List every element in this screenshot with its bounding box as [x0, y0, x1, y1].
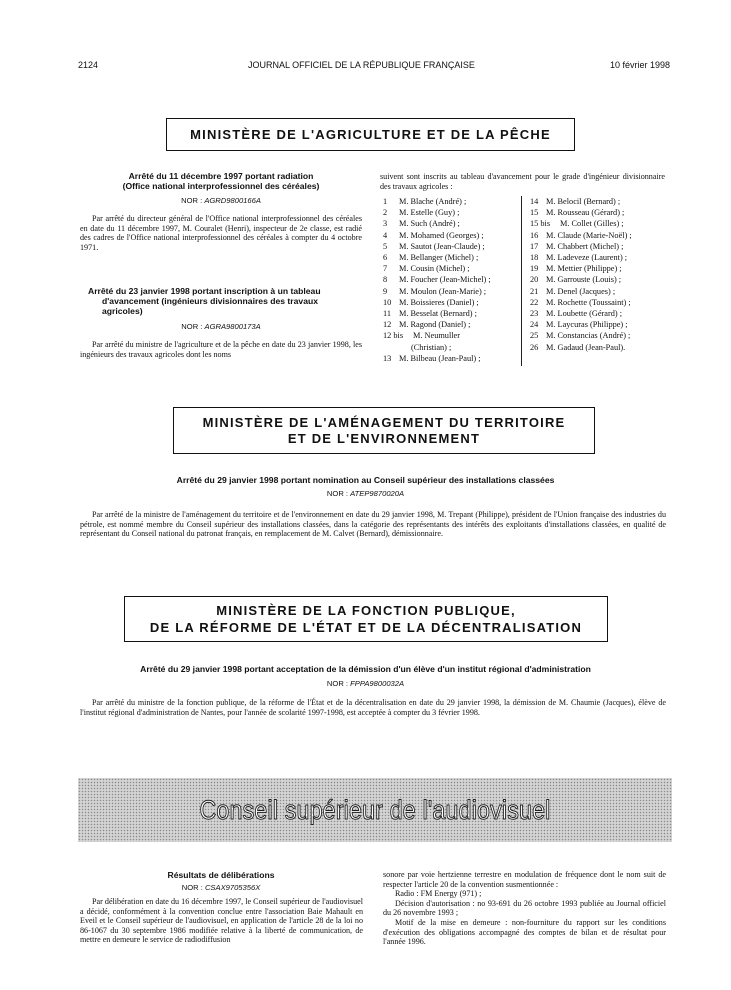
list-item-name: M. Gadaud (Jean-Paul).: [546, 342, 626, 352]
list-item-number: 11: [383, 309, 391, 319]
arrete2-nor: [80, 322, 362, 331]
list-item-name: M. Ragond (Daniel) ;: [399, 320, 471, 330]
csa-decision-line: Décision d'autorisation : no 93-691 du 26 octobre 1993 publiée au Journal officiel du 26 novembre 1993 ;: [383, 898, 666, 918]
list-item-number: [383, 342, 411, 353]
csa-motif-line: Motif de la mise en demeure : non-fourniture du rapport sur les conditions d'exécution des obligations accompagné des comptes de bilan et de résultat pour l'année 1996.: [383, 917, 666, 947]
list-item: [383, 330, 519, 341]
list-item-name: M. Estelle (Guy) ;: [399, 208, 460, 218]
list-item-number: 22: [530, 297, 539, 307]
list-item-name: (Christian) ;: [411, 342, 452, 352]
list-item-name: M. Sautot (Jean-Claude) ;: [399, 241, 485, 251]
fonction-publique-nor: [60, 679, 671, 688]
list-item-number: 25: [530, 331, 539, 341]
arrete1-title-line2: (Office national interprofessionnel des céréales): [122, 181, 320, 191]
list-item-name: M. Claude (Marie-Noël) ;: [546, 230, 632, 240]
arrete2-title: [80, 286, 362, 316]
list-item-name: M. Denel (Jacques) ;: [546, 286, 616, 296]
list-item-name: M. Bilbeau (Jean-Paul) ;: [399, 353, 481, 363]
arrete2-title-line3: agricoles): [102, 306, 143, 316]
list-item-name: M. Bellanger (Michel) ;: [399, 253, 479, 263]
header-date: 10 février 1998: [610, 60, 671, 70]
list-item-name: M. Belocil (Bernard) ;: [546, 197, 621, 206]
csa-banner-title-text: Conseil supérieur de l'audiovisuel: [199, 794, 551, 825]
arrete1-title-line1: Arrêté du 11 décembre 1997 portant radiation: [128, 171, 314, 181]
ministry-environment-title-line2: ET DE L'ENVIRONNEMENT: [287, 430, 481, 446]
list-item-number: 24: [530, 320, 539, 330]
list-item: [383, 196, 519, 207]
list-item: [530, 207, 670, 218]
list-item-name: M. Collet (Gilles) ;: [560, 219, 624, 229]
list-item-number: 26: [530, 342, 539, 352]
list-item: [530, 330, 670, 341]
ministry-fonction-publique-title-line2: DE LA RÉFORME DE L'ÉTAT ET DE LA DÉCENTRALISATION: [149, 620, 583, 635]
promotion-list-left: [383, 196, 519, 364]
environment-arrete-title: Arrêté du 29 janvier 1998 portant nomination au Conseil supérieur des installations classées: [176, 475, 555, 485]
list-item: [383, 252, 519, 263]
list-item-name: M. Rochette (Toussaint) ;: [546, 297, 631, 307]
list-item: [383, 241, 519, 252]
list-item-name: M. Chabbert (Michel) ;: [546, 241, 624, 251]
ministry-fonction-publique-title-line1: MINISTÈRE DE LA FONCTION PUBLIQUE,: [216, 603, 516, 618]
arrete2-body: Par arrêté du ministre de l'agriculture et de la pêche en date du 23 janvier 1998, les ingénieurs des travaux agricoles dont les noms: [80, 340, 362, 359]
nor-label: NOR :: [181, 883, 203, 892]
list-item-number: 20: [530, 275, 539, 285]
nor-code: FPPA9800032A: [350, 679, 405, 688]
csa-body-left: Par délibération en date du 16 décembre 1997, le Conseil supérieur de l'audiovisuel a décidé, conformément à la convention conclue entre l'association Baie Mahault en Eveil et le Conseil supérieur de l'audiovisuel, en application de l'article 28 de la loi no 86-1067 du 30 septembre 1986 modifiée relative à la liberté de communication, de mettre en demeure le service de radiodiffusion: [80, 897, 363, 945]
list-item-name: M. Mohamed (Georges) ;: [399, 230, 484, 240]
csa-banner-title: [120, 778, 631, 842]
list-item-number: 19: [530, 264, 539, 274]
list-item: [530, 241, 670, 252]
nor-code: AGRD9800166A: [204, 196, 261, 205]
list-item-name: M. Loubette (Gérard) ;: [546, 309, 623, 319]
column-divider: [521, 196, 522, 366]
list-item: [530, 286, 670, 297]
list-item: [530, 263, 670, 274]
list-item-number: 16: [530, 230, 539, 240]
list-item: [383, 230, 519, 241]
list-item: [530, 308, 670, 319]
list-item-number: 7: [383, 264, 388, 274]
list-item-name: M. Moulon (Jean-Marie) ;: [399, 286, 487, 296]
list-item-number: 15 bis: [530, 219, 551, 229]
list-item: [530, 274, 670, 285]
list-item-number: 2: [383, 208, 388, 218]
fonction-publique-arrete-title: Arrêté du 29 janvier 1998 portant acceptation de la démission d'un élève d'un institut régional d'administration: [140, 664, 591, 674]
list-item-name: M. Ladeveze (Laurent) ;: [546, 253, 628, 263]
page-number: 2124: [78, 60, 99, 70]
list-item: [383, 319, 519, 330]
list-item: [530, 196, 670, 207]
list-item-number: 17: [530, 241, 539, 251]
arrete2-title-line2: d'avancement (ingénieurs divisionnaires des travaux: [102, 296, 319, 306]
list-item: [530, 319, 670, 330]
journal-title: JOURNAL OFFICIEL DE LA RÉPUBLIQUE FRANÇAISE: [248, 60, 475, 70]
ministry-environment-title-line1: MINISTÈRE DE L'AMÉNAGEMENT DU TERRITOIRE: [202, 414, 566, 430]
list-item-name: M. Mettier (Philippe) ;: [546, 264, 622, 274]
list-item-number: 14: [530, 197, 539, 206]
list-item-number: 6: [383, 253, 388, 263]
list-item-number: 12 bis: [383, 331, 404, 341]
list-item-name: M. Blache (André) ;: [399, 197, 467, 206]
ministry-environment-title: [173, 407, 595, 454]
arrete1-body: Par arrêté du directeur général de l'Office national interprofessionnel des céréales en date du 11 décembre 1997, M. Couralet (Henri), inspecteur de 2e classe, est radié des cadres de l'Office national interprofessionnel des céréales à compter du 4 octobre 1971.: [80, 214, 362, 252]
list-item: [530, 230, 670, 241]
csa-section-title: Résultats de délibérations: [167, 870, 275, 880]
list-item-number: 10: [383, 297, 392, 307]
list-item: [383, 207, 519, 218]
list-item-name: M. Garrouste (Louis) ;: [546, 275, 622, 285]
list-item: [383, 286, 519, 297]
arrete2-body-cont: suivent sont inscrits au tableau d'avancement pour le grade d'ingénieur divisionnaire des travaux agricoles :: [380, 172, 665, 191]
list-item-number: 21: [530, 286, 539, 296]
nor-label: NOR :: [181, 196, 203, 205]
list-item-number: 5: [383, 241, 388, 251]
nor-label: NOR :: [326, 679, 349, 688]
list-item-name: M. Cousin (Michel) ;: [399, 264, 470, 274]
list-item-number: 9: [383, 286, 388, 296]
list-item-number: 3: [383, 219, 388, 229]
ministry-fonction-publique-title: [124, 596, 608, 642]
list-item: [383, 218, 519, 229]
csa-body-right: [383, 870, 666, 947]
csa-nor: [80, 883, 362, 892]
list-item: [530, 297, 670, 308]
nor-code: ATEP9870020A: [350, 489, 405, 498]
list-item-number: 23: [530, 309, 539, 319]
list-item-number: 4: [383, 230, 388, 240]
nor-code: CSAX9705356X: [204, 883, 261, 892]
csa-body-right-text: sonore par voie hertzienne terrestre en modulation de fréquence dont le nom suit de respecter l'article 20 de la convention susmentionnée :: [383, 870, 666, 889]
environment-nor: [60, 489, 671, 498]
list-item-number: 12: [383, 320, 392, 330]
list-item: [530, 252, 670, 263]
nor-label: NOR :: [326, 489, 349, 498]
list-item: [383, 297, 519, 308]
list-item-number: 18: [530, 253, 539, 263]
nor-code: AGRA9800173A: [204, 322, 261, 331]
arrete1-nor: [80, 196, 362, 205]
list-item-name: M. Besselat (Bernard) ;: [399, 309, 477, 319]
list-item: [530, 218, 670, 229]
list-item-name: M. Boissieres (Daniel) ;: [399, 297, 479, 307]
list-item-number: 8: [383, 275, 388, 285]
list-item: [530, 342, 670, 353]
arrete1-title: [80, 171, 362, 191]
list-item-number: 13: [383, 353, 392, 363]
promotion-list-right: [530, 196, 670, 353]
list-item: [383, 274, 519, 285]
list-item-name: M. Constancias (André) ;: [546, 331, 631, 341]
list-item-name: M. Such (André) ;: [399, 219, 460, 229]
list-item-name: M. Neumuller: [413, 331, 461, 341]
csa-radio-line: Radio : FM Energy (971) ;: [395, 889, 482, 899]
nor-label: NOR :: [181, 322, 203, 331]
list-item: [383, 308, 519, 319]
list-item-name: M. Foucher (Jean-Michel) ;: [399, 275, 491, 285]
list-item-number: 15: [530, 208, 539, 218]
list-item-number: 1: [383, 197, 388, 206]
environment-body: Par arrêté de la ministre de l'aménagement du territoire et de l'environnement en date du 29 janvier 1998, M. Trepant (Philippe), président de l'Union française des industries du pétrole, est nommé membre du Conseil supérieur des installations classées, dans la catégorie des représentants des intérêts des exploitants d'installations classées, en qualité de représentant du Conseil national du patronat français, en remplacement de M. Calvet (Bernard), démissionnaire.: [80, 510, 666, 539]
list-item: [383, 342, 519, 353]
list-item-name: M. Laycuras (Philippe) ;: [546, 320, 628, 330]
arrete2-title-line1: Arrêté du 23 janvier 1998 portant inscription à un tableau: [88, 286, 321, 296]
list-item: [383, 353, 519, 364]
list-item-name: M. Rousseau (Gérard) ;: [546, 208, 625, 218]
list-item: [383, 263, 519, 274]
ministry-agriculture-title-text: MINISTÈRE DE L'AGRICULTURE ET DE LA PÊCHE: [190, 127, 551, 142]
fonction-publique-body: Par arrêté du ministre de la fonction publique, de la réforme de l'État et de la décentralisation en date du 29 janvier 1998, la démission de M. Chaumie (Jacques), élève de l'institut régional d'administration de Nantes, pour l'année de scolarité 1997-1998, est acceptée à compter du 3 février 1998.: [80, 698, 666, 717]
ministry-agriculture-title: [166, 118, 575, 151]
